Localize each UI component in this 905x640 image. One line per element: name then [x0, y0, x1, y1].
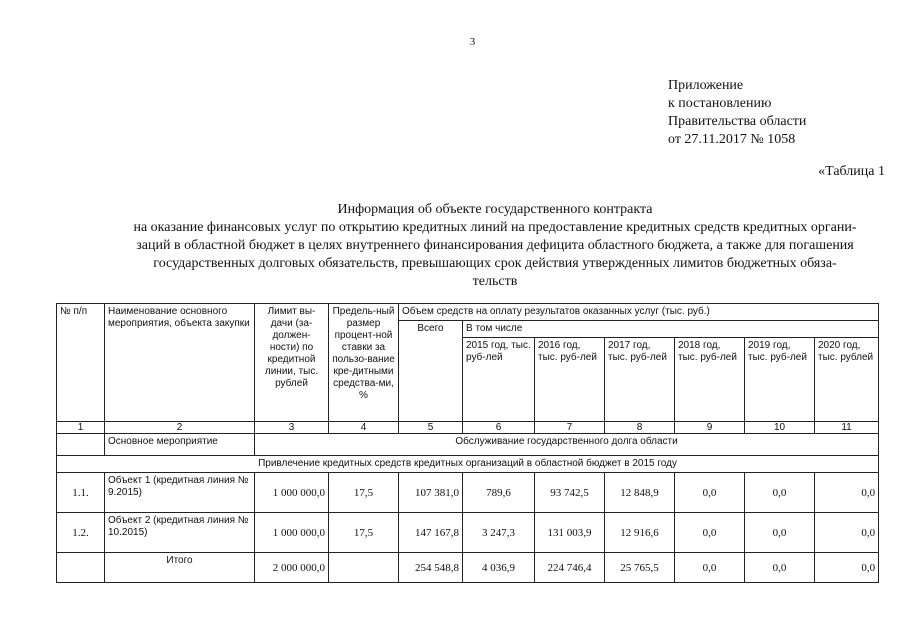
row-name: Объект 2 (кредитная линия № 10.2015): [105, 513, 255, 553]
row-2015: 3 247,3: [463, 513, 535, 553]
header-year-2019: 2019 год, тыс. руб-лей: [745, 338, 815, 422]
row-2015: 789,6: [463, 473, 535, 513]
column-number: 6: [463, 422, 535, 434]
row-total: 107 381,0: [399, 473, 463, 513]
empty-cell: [57, 434, 105, 456]
appendix-line: Правительства области: [668, 114, 807, 129]
row-2017: 12 916,6: [605, 513, 675, 553]
main-event-value: Обслуживание государственного долга области: [255, 434, 879, 456]
table-row: [57, 513, 879, 553]
header-limit: Лимит вы-дачи (за-должен-ности) по кредитной линии, тыс. рублей: [255, 304, 329, 422]
column-number: 4: [329, 422, 399, 434]
total-2017: 25 765,5: [605, 553, 675, 583]
column-number: 2: [105, 422, 255, 434]
empty-cell: [57, 553, 105, 583]
main-event-label: Основное мероприятие: [105, 434, 255, 456]
column-number: 11: [815, 422, 879, 434]
document-title: [110, 201, 880, 291]
row-2016: 131 003,9: [535, 513, 605, 553]
header-year-2016: 2016 год, тыс. руб-лей: [535, 338, 605, 422]
row-num: 1.1.: [57, 473, 105, 513]
appendix-line: от 27.11.2017 № 1058: [668, 132, 796, 147]
appendix-line: к постановлению: [668, 96, 772, 111]
title-line: тельств: [472, 274, 518, 289]
row-2018: 0,0: [675, 473, 745, 513]
title-line: на оказание финансовых услуг по открытию кредитных линий на предоставление кредитных средств кредитных органи-: [133, 220, 857, 235]
total-2016: 224 746,4: [535, 553, 605, 583]
contract-table: [56, 303, 879, 583]
header-rate: Предель-ный размер процент-ной ставки за пользо-вание кре-дитными средства-ми, %: [329, 304, 399, 422]
column-number: 9: [675, 422, 745, 434]
header-volume: Объем средств на оплату результатов оказанных услуг (тыс. руб.): [399, 304, 879, 321]
total-row: [57, 553, 879, 583]
header-including: В том числе: [463, 321, 879, 338]
column-number: 5: [399, 422, 463, 434]
total-2019: 0,0: [745, 553, 815, 583]
title-line: государственных долговых обязательств, превышающих срок действия утвержденных лимитов бюджетных обяза-: [153, 256, 837, 271]
row-2019: 0,0: [745, 473, 815, 513]
row-rate: 17,5: [329, 473, 399, 513]
column-number: 7: [535, 422, 605, 434]
table-row: [57, 473, 879, 513]
row-2020: 0,0: [815, 513, 879, 553]
row-limit: 1 000 000,0: [255, 473, 329, 513]
appendix-line: Приложение: [668, 78, 744, 93]
row-name: Объект 1 (кредитная линия № 9.2015): [105, 473, 255, 513]
section-title: Привлечение кредитных средств кредитных организаций в областной бюджет в 2015 году: [57, 456, 879, 473]
row-num: 1.2.: [57, 513, 105, 553]
total-total: 254 548,8: [399, 553, 463, 583]
row-total: 147 167,8: [399, 513, 463, 553]
table-caption: «Таблица 1: [818, 164, 885, 179]
title-line: заций в областной бюджет в целях внутреннего финансирования дефицита областного бюджета, а также для погашения: [136, 238, 854, 253]
total-limit: 2 000 000,0: [255, 553, 329, 583]
row-limit: 1 000 000,0: [255, 513, 329, 553]
title-line: Информация об объекте государственного контракта: [337, 202, 653, 217]
header-year-2015: 2015 год, тыс. руб-лей: [463, 338, 535, 422]
header-year-2017: 2017 год, тыс. руб-лей: [605, 338, 675, 422]
row-2019: 0,0: [745, 513, 815, 553]
total-label: Итого: [105, 553, 255, 583]
header-year-2020: 2020 год, тыс. рублей: [815, 338, 879, 422]
header-num: № п/п: [57, 304, 105, 422]
total-2015: 4 036,9: [463, 553, 535, 583]
empty-cell: [329, 553, 399, 583]
column-number: 1: [57, 422, 105, 434]
total-2020: 0,0: [815, 553, 879, 583]
header-name: Наименование основного мероприятия, объекта закупки: [105, 304, 255, 422]
row-rate: 17,5: [329, 513, 399, 553]
appendix-block: [668, 77, 806, 149]
page-number: 3: [469, 36, 476, 48]
row-2016: 93 742,5: [535, 473, 605, 513]
row-2020: 0,0: [815, 473, 879, 513]
row-2017: 12 848,9: [605, 473, 675, 513]
column-number: 3: [255, 422, 329, 434]
column-number: 8: [605, 422, 675, 434]
total-2018: 0,0: [675, 553, 745, 583]
column-number: 10: [745, 422, 815, 434]
row-2018: 0,0: [675, 513, 745, 553]
header-year-2018: 2018 год, тыс. руб-лей: [675, 338, 745, 422]
header-total: Всего: [399, 321, 463, 422]
